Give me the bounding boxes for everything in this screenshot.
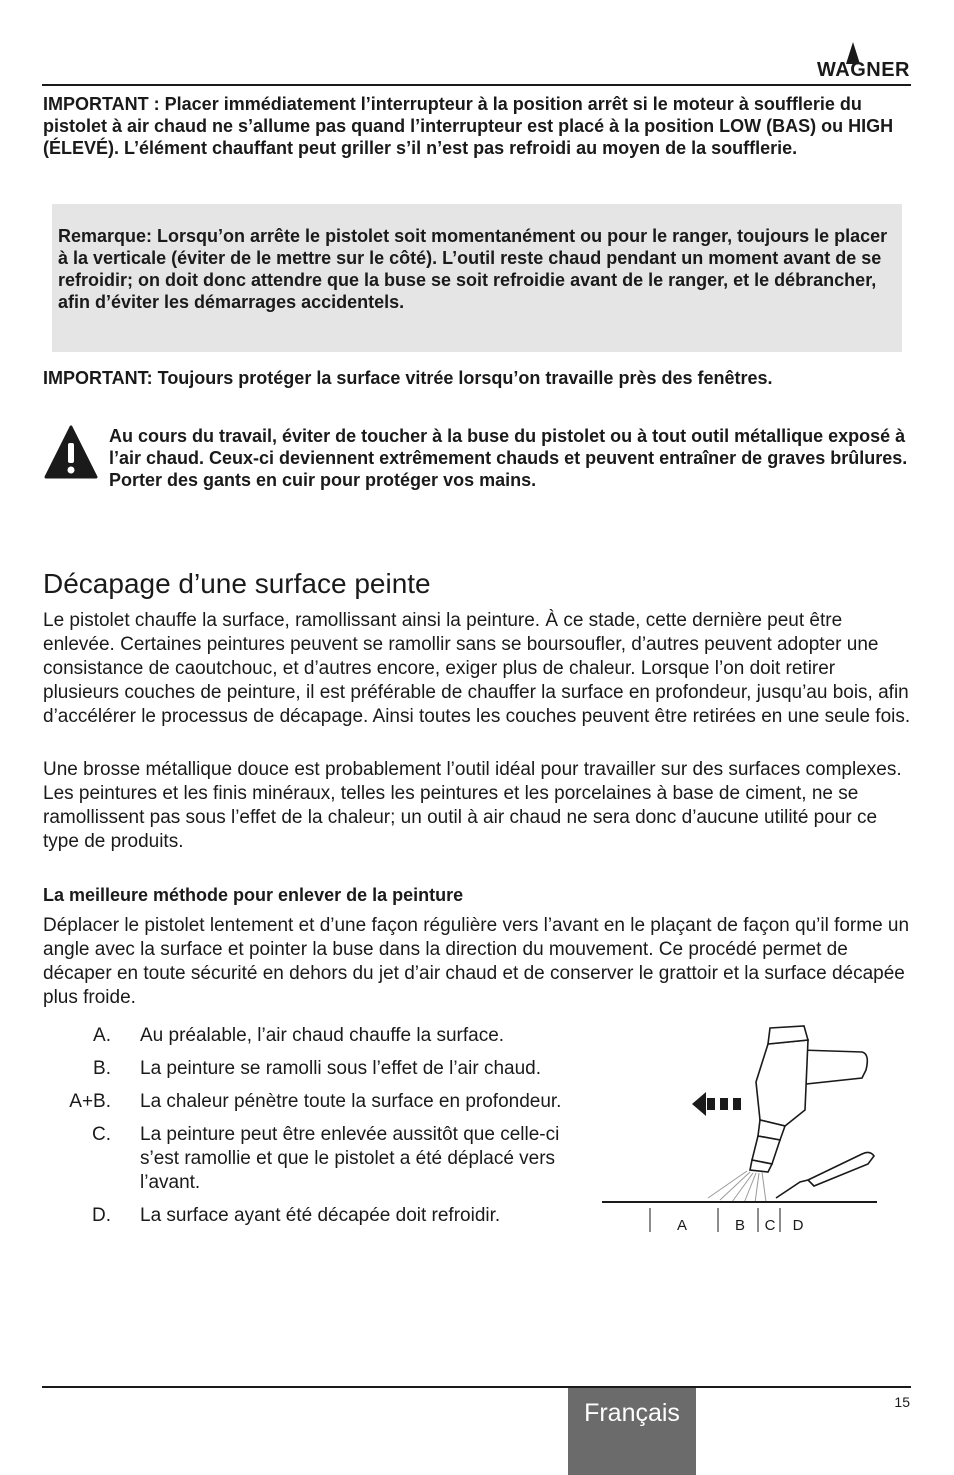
- step-letter: A.: [93, 1025, 111, 1046]
- step-letter: B.: [93, 1058, 111, 1079]
- paragraph-1: Le pistolet chauffe la surface, ramollissant ainsi la peinture. À ce stade, cette dernière peut être enlevée. Certaines peintures peuvent se ramollir sans se boursoufler, d’autres peuvent adopter une consistance de caoutchouc, et d’autres encore, exiger plus de chaleur. Lorsque l’on doit retirer plusieurs couches de peinture, il est préférable de chauffer la surface en profondeur, jusqu’au bois, afin d’accélérer le processus de décapage. Ainsi toutes les couches peuvent être retirées en une seule fois.: [43, 610, 911, 727]
- important-notice-2: IMPORTANT: Toujours protéger la surface vitrée lorsqu’on travaille près des fenêtres.: [43, 368, 773, 388]
- step-text: La surface ayant été décapée doit refroidir.: [140, 1205, 501, 1226]
- step-item: [43, 1024, 573, 1048]
- section-markers: [650, 1208, 780, 1232]
- figure-label-c: C: [764, 1217, 776, 1234]
- direction-arrow-icon: [692, 1092, 741, 1116]
- warning-icon: [44, 425, 98, 479]
- footer-rule: [42, 1386, 911, 1388]
- step-text: La peinture peut être enlevée aussitôt que celle-ci s’est ramollie et que le pistolet a été déplacé vers l’avant.: [140, 1124, 560, 1193]
- step-item: [43, 1123, 573, 1195]
- header-rule: [42, 84, 911, 86]
- paragraph-3: Déplacer le pistolet lentement et d’une façon régulière vers l’avant en le plaçant de façon qu’il forme un angle avec la surface et pointer la buse dans la direction du mouvement. Ce procédé permet de décaper en toute sécurité en dehors du jet d’air chaud et de conserver le grattoir et la surface décapée plus froide.: [43, 915, 910, 1008]
- step-text: Au préalable, l’air chaud chauffe la surface.: [140, 1025, 505, 1046]
- step-letter: A+B.: [69, 1091, 111, 1112]
- heat-gun-icon: [750, 1026, 867, 1172]
- scraper-icon: [776, 1152, 874, 1198]
- step-item: [43, 1090, 573, 1114]
- note-text: Remarque: Lorsqu’on arrête le pistolet soit momentanément ou pour le ranger, toujours le placer à la verticale (éviter de le mettre sur le côté). L’outil reste chaud pendant un moment avant de se refroidir; on doit donc attendre que la buse se soit refroidie avant de le ranger, et le débrancher, afin d’éviter les démarrages accidentels.: [58, 226, 888, 312]
- hot-air-jet-icon: [708, 1171, 766, 1203]
- heat-gun-illustration: [600, 1022, 880, 1242]
- step-list: [43, 1024, 573, 1237]
- step-text: La chaleur pénètre toute la surface en profondeur.: [140, 1091, 562, 1112]
- figure-label-b: B: [734, 1217, 746, 1234]
- figure-label-d: D: [792, 1217, 804, 1234]
- step-item: [43, 1204, 573, 1228]
- section-title: Décapage d’une surface peinte: [43, 568, 431, 599]
- step-letter: C.: [92, 1124, 111, 1145]
- figure-label-a: A: [676, 1217, 688, 1234]
- brand-name: WAGNER: [817, 59, 910, 81]
- step-item: [43, 1057, 573, 1081]
- step-text: La peinture se ramolli sous l’effet de l’air chaud.: [140, 1058, 541, 1079]
- page-number: 15: [894, 1394, 910, 1410]
- step-letter: D.: [92, 1205, 111, 1226]
- important-notice-1: IMPORTANT : Placer immédiatement l’interrupteur à la position arrêt si le moteur à soufflerie du pistolet à air chaud ne s’allume pas quand l’interrupteur est placé à la position LOW (BAS) ou HIGH (ÉLEVÉ). L’élément chauffant peut griller s’il n’est pas refroidi au moyen de la soufflerie.: [43, 94, 894, 158]
- warning-text: Au cours du travail, éviter de toucher à la buse du pistolet ou à tout outil métallique exposé à l’air chaud. Ceux-ci deviennent extrêmement chauds et peuvent entraîner de graves brûlures. Porter des gants en cuir pour protéger vos mains.: [109, 426, 908, 490]
- wagner-logo: [780, 42, 910, 84]
- subsection-title: La meilleure méthode pour enlever de la peinture: [43, 885, 464, 905]
- language-tab: Français: [568, 1388, 696, 1475]
- paragraph-2: Une brosse métallique douce est probablement l’outil idéal pour travailler sur des surfaces complexes. Les peintures et les finis minéraux, telles les peintures et les porcelaines à base de ciment, ne se ramollissent pas sous l’effet de la chaleur; un outil à air chaud ne sera donc d’aucune utilité pour ce type de produits.: [43, 759, 902, 852]
